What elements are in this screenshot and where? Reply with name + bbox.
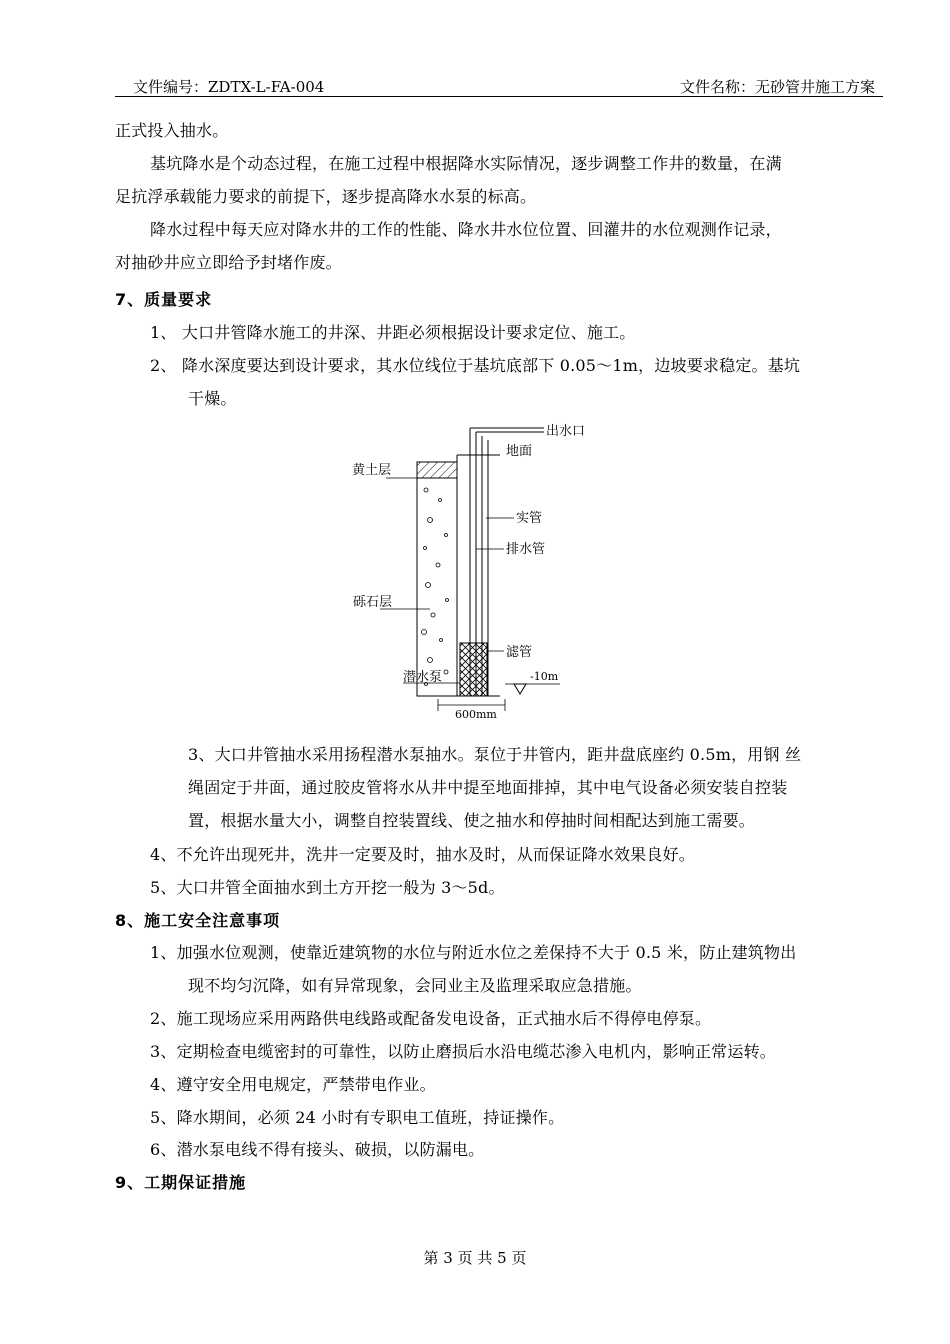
list-item: 4、遵守安全用电规定，严禁带电作业。 xyxy=(150,1075,436,1094)
list-item: 6、潜水泵电线不得有接头、破损，以防漏电。 xyxy=(150,1140,485,1159)
list-item: 1、加强水位观测，使靠近建筑物的水位与附近水位之差保持不大于 0.5 米，防止建筑物出 xyxy=(150,943,797,962)
list-item: 2、 降水深度要达到设计要求，其水位线位于基坑底部下 0.05～1m，边坡要求稳定。基坑 xyxy=(150,356,801,375)
label-ground: 地面 xyxy=(506,444,533,459)
list-item-cont: 置，根据水量大小，调整自控装置线、使之抽水和停抽时间相配达到施工需要。 xyxy=(188,811,756,830)
label-width: 600mm xyxy=(455,708,497,721)
list-item: 4、不允许出现死井，洗井一定要及时，抽水及时，从而保证降水效果良好。 xyxy=(150,845,695,864)
label-drain-pipe: 排水管 xyxy=(506,542,546,557)
label-gravel: 砾石层 xyxy=(353,595,393,610)
list-item-cont: 现不均匀沉降，如有异常现象，会同业主及监理采取应急措施。 xyxy=(188,976,642,995)
page-number: 第 3 页 共 5 页 xyxy=(423,1249,527,1267)
list-item: 5、降水期间，必须 24 小时有专职电工值班，持证操作。 xyxy=(150,1108,565,1127)
list-item: 2、施工现场应采用两路供电线路或配备发电设备，正式抽水后不得停电停泵。 xyxy=(150,1009,712,1028)
label-outlet: 出水口 xyxy=(546,424,586,439)
paragraph-line: 正式投入抽水。 xyxy=(115,121,229,140)
list-item-cont: 绳固定于井面，通过胶皮管将水从井中提至地面排掉，其中电气设备必须安装自控装 xyxy=(188,778,788,797)
list-item: 5、大口井管全面抽水到土方开挖一般为 3～5d。 xyxy=(150,878,505,897)
label-filter-pipe: 滤管 xyxy=(506,645,533,660)
section-heading-7: 7、质量要求 xyxy=(115,290,213,309)
doc-name: 文件名称：无砂管井施工方案 xyxy=(679,78,875,96)
label-solid-pipe: 实管 xyxy=(516,511,543,526)
paragraph-line: 对抽砂井应立即给予封堵作废。 xyxy=(115,253,342,272)
section-heading-9: 9、工期保证措施 xyxy=(115,1173,247,1192)
label-loess: 黄土层 xyxy=(352,463,392,478)
label-depth: -10m xyxy=(530,670,559,683)
section-heading-8: 8、施工安全注意事项 xyxy=(115,911,281,930)
doc-number: 文件编号：ZDTX-L-FA-004 xyxy=(133,78,325,96)
list-item: 3、定期检查电缆密封的可靠性，以防止磨损后水沿电缆芯渗入电机内，影响正常运转。 xyxy=(150,1042,776,1061)
paragraph-line: 降水过程中每天应对降水井的工作的性能、降水井水位位置、回灌井的水位观测作记录， xyxy=(150,220,782,239)
paragraph-line: 基坑降水是个动态过程，在施工过程中根据降水实际情况，逐步调整工作井的数量，在满 xyxy=(150,154,782,173)
list-item: 1、 大口井管降水施工的井深、井距必须根据设计要求定位、施工。 xyxy=(150,323,636,342)
list-item-cont: 干燥。 xyxy=(188,389,237,408)
label-pump: 潜水泵 xyxy=(403,670,443,685)
list-item: 3、大口井管抽水采用扬程潜水泵抽水。泵位于井管内，距井盘底座约 0.5m，用钢 丝 xyxy=(188,745,802,764)
paragraph-line: 足抗浮承载能力要求的前提下，逐步提高降水水泵的标高。 xyxy=(115,187,537,206)
